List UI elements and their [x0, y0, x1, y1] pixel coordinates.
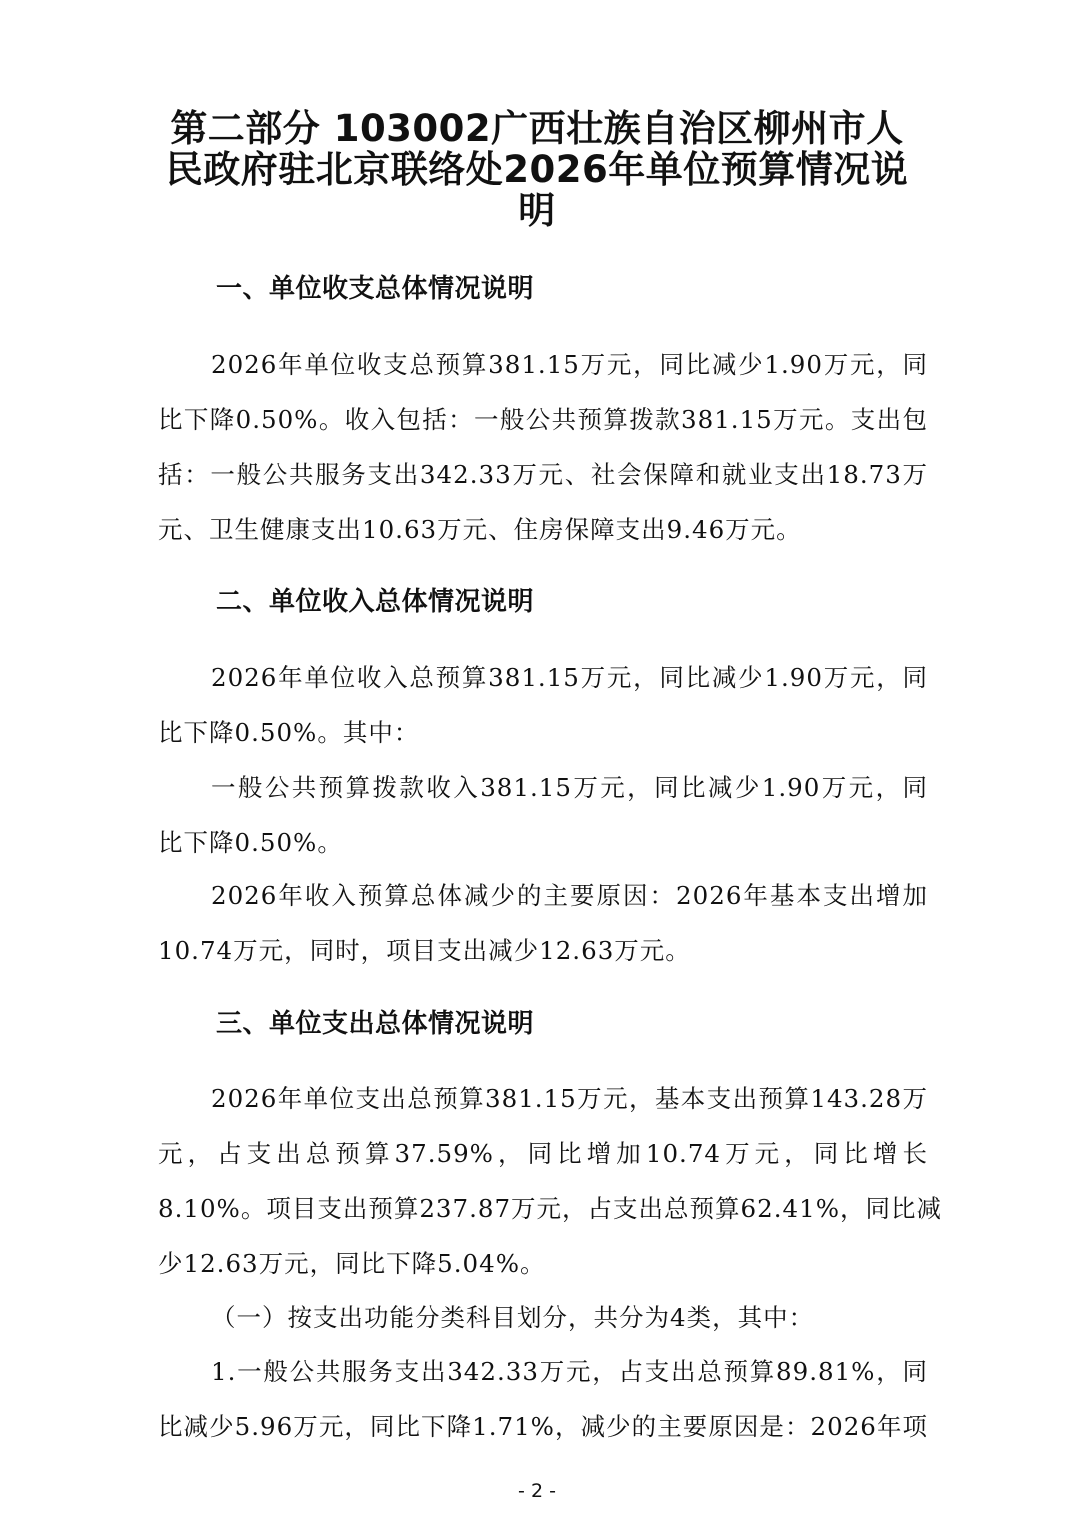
text-line: 10.74万元，同时，项目支出减少12.63万元。	[158, 936, 691, 965]
section-3-paragraph-1	[158, 1071, 942, 1291]
text-line: 比下降0.50%。收入包括：一般公共预算拨款381.15万元。支出包	[158, 405, 928, 434]
text-line: （一）按支出功能分类科目划分，共分为4类，其中：	[211, 1303, 815, 1332]
title-line: 民政府驻北京联络处2026年单位预算情况说	[165, 148, 909, 191]
text-line: 元，占支出总预算37.59%，同比增加10.74万元，同比增长	[158, 1139, 928, 1168]
text-line: 一般公共预算拨款收入381.15万元，同比减少1.90万元，同	[211, 773, 928, 802]
section-2-paragraph-3	[158, 868, 928, 978]
section-2-paragraph-1	[158, 650, 928, 760]
text-line: 2026年单位支出总预算381.15万元，基本支出预算143.28万	[211, 1084, 928, 1113]
section-2-paragraph-2	[158, 760, 928, 870]
text-line: 1.一般公共服务支出342.33万元，占支出总预算89.81%，同	[211, 1357, 928, 1386]
text-line: 元、卫生健康支出10.63万元、住房保障支出9.46万元。	[158, 515, 802, 544]
text-line: 比下降0.50%。其中：	[158, 718, 420, 747]
document-title	[150, 108, 924, 231]
section-heading-1: 一、单位收支总体情况说明	[216, 274, 535, 304]
text-line: 2026年单位收支总预算381.15万元，同比减少1.90万元，同	[211, 350, 928, 379]
page-number: - 2 -	[518, 1480, 556, 1502]
section-heading-3: 三、单位支出总体情况说明	[216, 1009, 535, 1039]
title-line: 第二部分 103002广西壮族自治区柳州市人	[170, 107, 904, 150]
text-line: 2026年收入预算总体减少的主要原因：2026年基本支出增加	[211, 881, 928, 910]
text-line: 括：一般公共服务支出342.33万元、社会保障和就业支出18.73万	[158, 460, 928, 489]
title-line: 明	[518, 189, 556, 232]
section-1-paragraph-1	[158, 337, 928, 557]
section-3-paragraph-3	[158, 1344, 928, 1454]
text-line: 比减少5.96万元，同比下降1.71%，减少的主要原因是：2026年项	[158, 1412, 928, 1441]
text-line: 比下降0.50%。	[158, 828, 343, 857]
text-line: 8.10%。项目支出预算237.87万元，占支出总预算62.41%，同比减	[158, 1194, 942, 1223]
text-line: 少12.63万元，同比下降5.04%。	[158, 1249, 546, 1278]
section-heading-2: 二、单位收入总体情况说明	[216, 587, 535, 617]
section-3-paragraph-2	[158, 1290, 928, 1345]
text-line: 2026年单位收入总预算381.15万元，同比减少1.90万元，同	[211, 663, 928, 692]
